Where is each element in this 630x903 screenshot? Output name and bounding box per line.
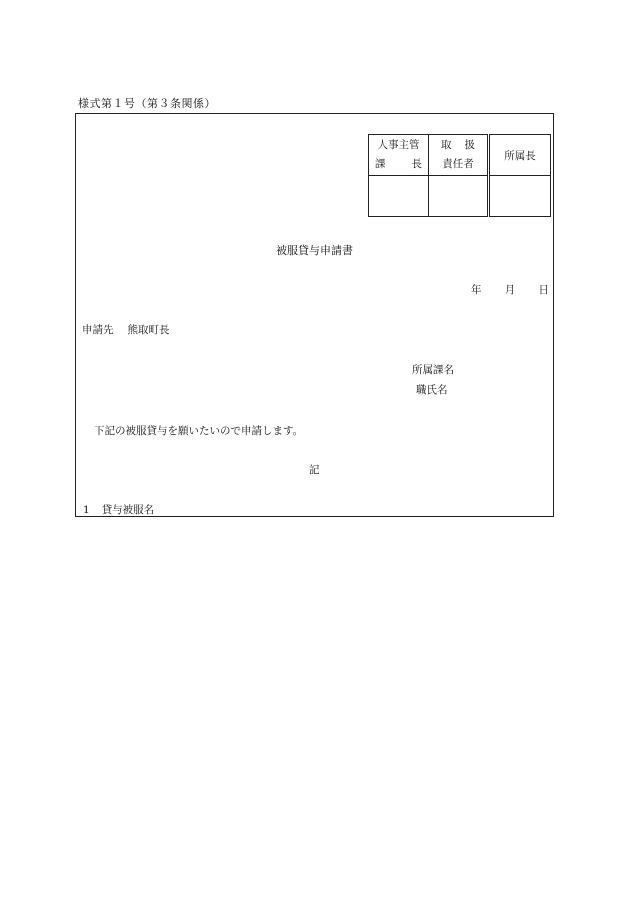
recipient-line [82,322,170,337]
approval-handler-line1 [429,136,487,155]
approval-seal-row [369,176,551,217]
ki-heading: 記 [309,464,320,476]
approval-personnel-line2-a: 課 [375,158,386,170]
approval-header-dept-head: 所属長 [489,135,551,176]
approval-header-personnel [369,135,429,176]
approval-personnel-line2 [369,155,428,174]
application-body-text: 下記の被服貸与を願いたいので申請します。 [94,425,304,437]
recipient-name: 熊取町長 [127,324,170,336]
approval-header-handler [429,135,489,176]
form-code: 様式第１号（第３条関係） [78,97,216,110]
date-day: 日 [538,284,549,296]
name-label: 職氏名 [416,384,448,396]
seal-box-handler[interactable] [429,176,489,217]
document-title: 被服貸与申請書 [276,244,353,257]
approval-personnel-line1: 人事主管 [377,139,420,151]
seal-box-dept-head[interactable] [489,176,551,217]
seal-box-personnel[interactable] [369,176,429,217]
item-1 [83,502,154,517]
recipient-label: 申請先 [82,324,114,336]
item-1-number: 1 [83,504,90,516]
approval-handler-line2: 責任者 [442,158,474,170]
date-year: 年 [471,284,482,296]
approval-personnel-line2-b: 長 [411,158,422,170]
dept-label: 所属課名 [412,364,454,376]
date-line [471,282,549,297]
item-1-label: 貸与被服名 [101,504,155,516]
approval-header-row [369,135,551,176]
date-month: 月 [504,284,516,296]
approval-handler-line1-a: 取 [441,139,452,151]
approval-stamp-table [368,134,551,217]
approval-handler-line1-b: 扱 [464,139,475,151]
